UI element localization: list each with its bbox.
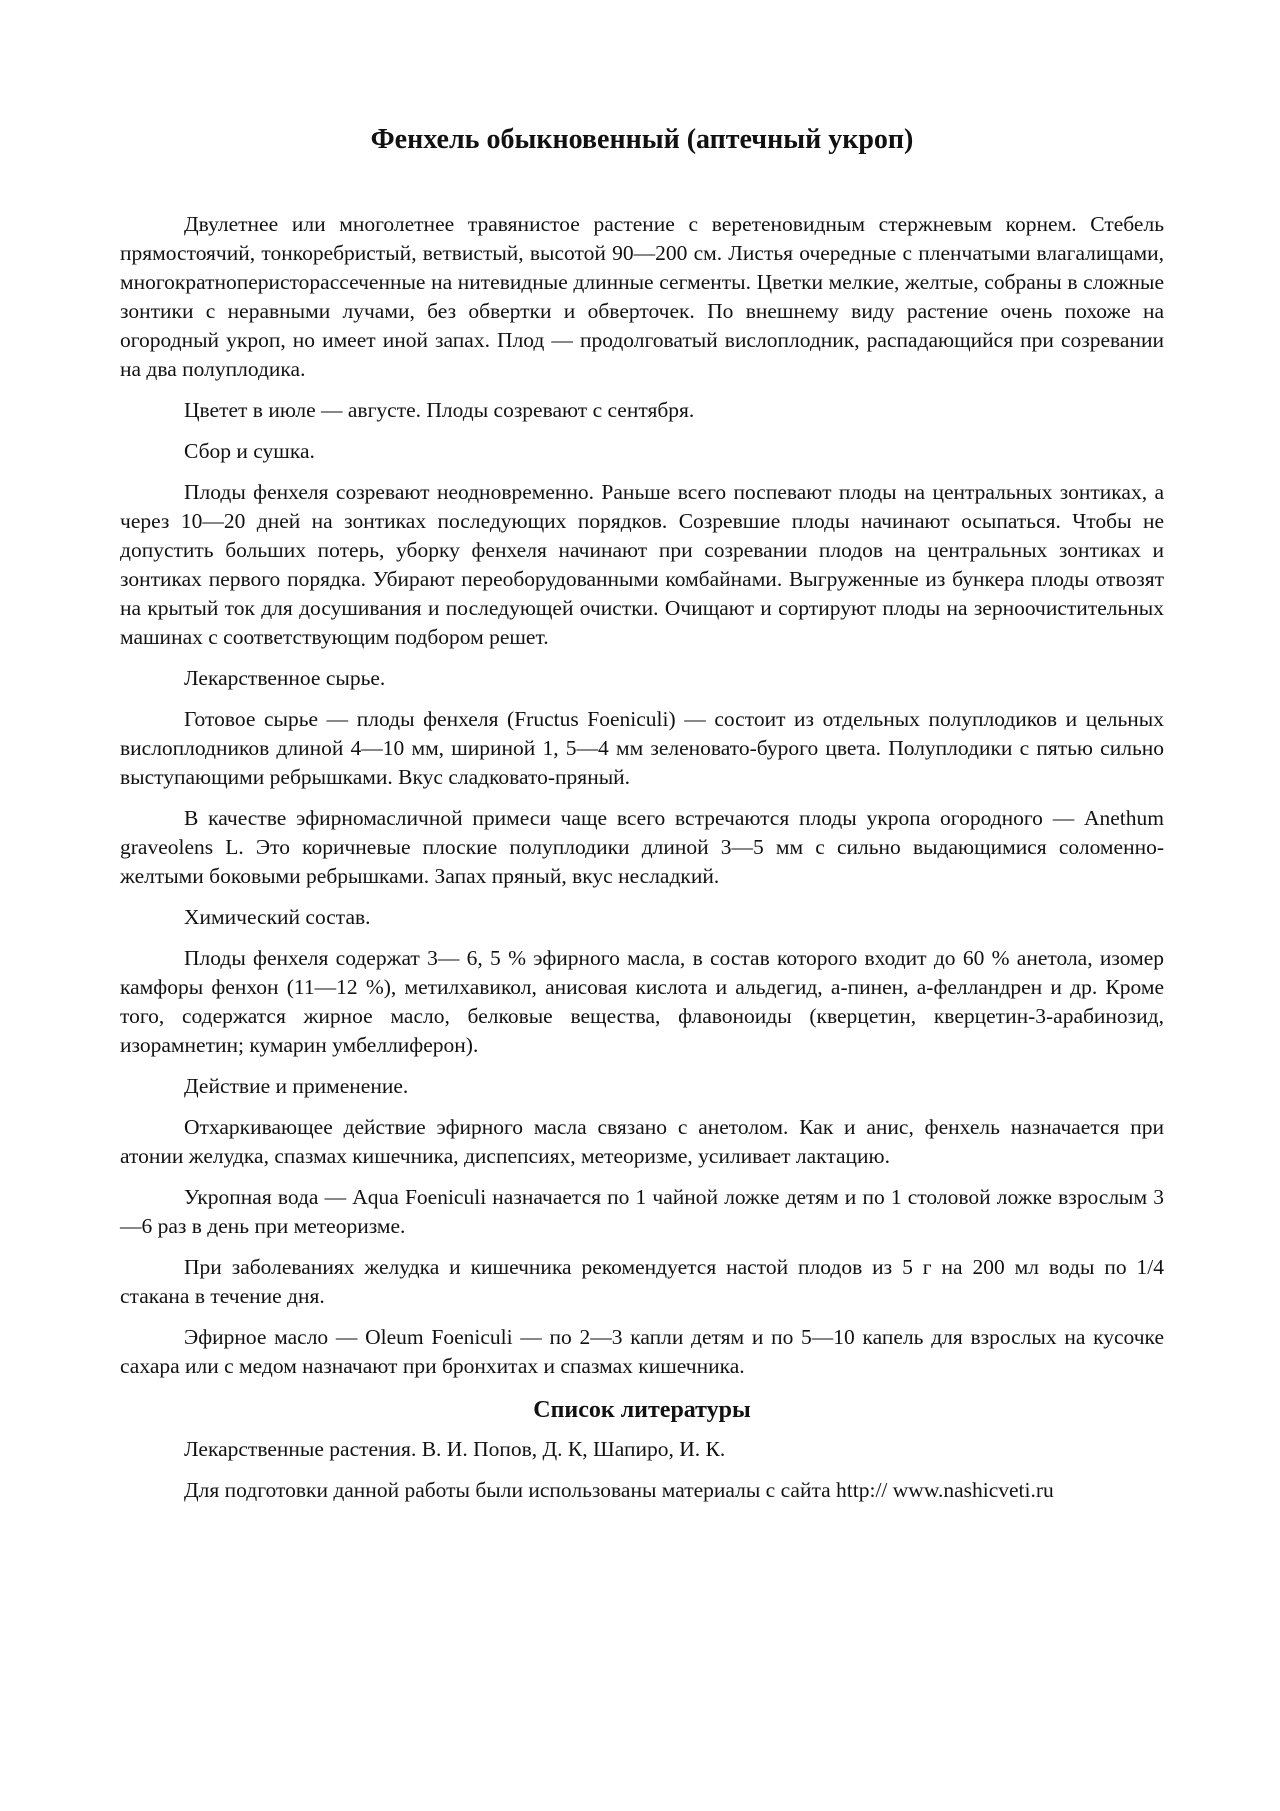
paragraph-dill-water: Укропная вода — Aqua Foeniculi назначается по 1 чайной ложке детям и по 1 столовой ложке взрослым 3—6 раз в день при метеоризме. [120,1185,1164,1238]
document-title: Фенхель обыкновенный (аптечный укроп) [370,124,914,155]
paragraph-chemistry: Плоды фенхеля содержат 3— 6, 5 % эфирного масла, в состав которого входит до 60 % анетола, изомер камфоры фенхон (11—12 %), метилхавикол, анисовая кислота и альдегид, а-пинен, а-фелландрен и др. Кроме того, содержатся жирное масло, белковые вещества, флавоноиды (кверцетин, кверцетин-3-арабинозид, изорамнетин; кумарин умбеллиферон). [120,946,1164,1057]
paragraph-flowering: Цветет в июле — августе. Плоды созревают с сентября. [184,398,695,422]
reference-item: Лекарственные растения. В. И. Попов, Д. К, Шапиро, И. К. [184,1437,726,1461]
document-page [120,122,1164,1517]
paragraph-action: Отхаркивающее действие эфирного масла связано с анетолом. Как и анис, фенхель назначается при атонии желудка, спазмах кишечника, диспепсиях, метеоризме, усиливает лактацию. [120,1115,1164,1168]
section-heading-action: Действие и применение. [184,1074,409,1098]
references-heading: Список литературы [533,1397,751,1423]
paragraph-impurities: В качестве эфирномасличной примеси чаще всего встречаются плоды укропа огородного — Anethum graveolens L. Это коричневые плоские полуплодики длиной 3—5 мм с сильно выдающимися соломенно-желтыми боковыми ребрышками. Запах пряный, вкус несладкий. [120,806,1164,888]
document-body [120,210,1164,1381]
reference-item-source: Для подготовки данной работы были использованы материалы с сайта http:// www.nashicveti.ru [184,1478,1054,1502]
section-heading-chemistry: Химический состав. [184,905,371,929]
paragraph-infusion: При заболеваниях желудка и кишечника рекомендуется настой плодов из 5 г на 200 мл воды по 1/4 стакана в течение дня. [120,1255,1164,1308]
paragraph-description: Двулетнее или многолетнее травянистое растение с веретеновидным стержневым корнем. Стебель прямостоячий, тонкоребристый, ветвистый, высотой 90—200 см. Листья очередные с пленчатыми влагалищами, многократноперисторассеченные на нитевидные длинные сегменты. Цветки мелкие, желтые, собраны в сложные зонтики с неравными лучами, без обвертки и обверточек. По внешнему виду растение очень похоже на огородный укроп, но имеет иной запах. Плод — продолговатый вислоплодник, распадающийся при созревании на два полуплодика. [120,212,1164,381]
section-heading-harvest: Сбор и сушка. [184,439,315,463]
paragraph-oil: Эфирное масло — Oleum Foeniculi — по 2—3 капли детям и по 5—10 капель для взрослых на кусочке сахара или с медом назначают при бронхитах и спазмах кишечника. [120,1325,1164,1378]
paragraph-raw-material: Готовое сырье — плоды фенхеля (Fructus Foeniculi) — состоит из отдельных полуплодиков и цельных вислоплодников длиной 4—10 мм, шириной 1, 5—4 мм зеленовато-бурого цвета. Полуплодики с пятью сильно выступающими ребрышками. Вкус сладковато-пряный. [120,707,1164,789]
paragraph-harvest: Плоды фенхеля созревают неодновременно. Раньше всего поспевают плоды на центральных зонтиках, а через 10—20 дней на зонтиках последующих порядков. Созревшие плоды начинают осыпаться. Чтобы не допустить больших потерь, уборку фенхеля начинают при созревании плодов на центральных зонтиках и зонтиках первого порядка. Убирают переоборудованными комбайнами. Выгруженные из бункера плоды отвозят на крытый ток для досушивания и последующей очистки. Очищают и сортируют плоды на зерноочистительных машинах с соответствующим подбором решет. [120,480,1164,649]
section-heading-raw-material: Лекарственное сырье. [184,666,386,690]
